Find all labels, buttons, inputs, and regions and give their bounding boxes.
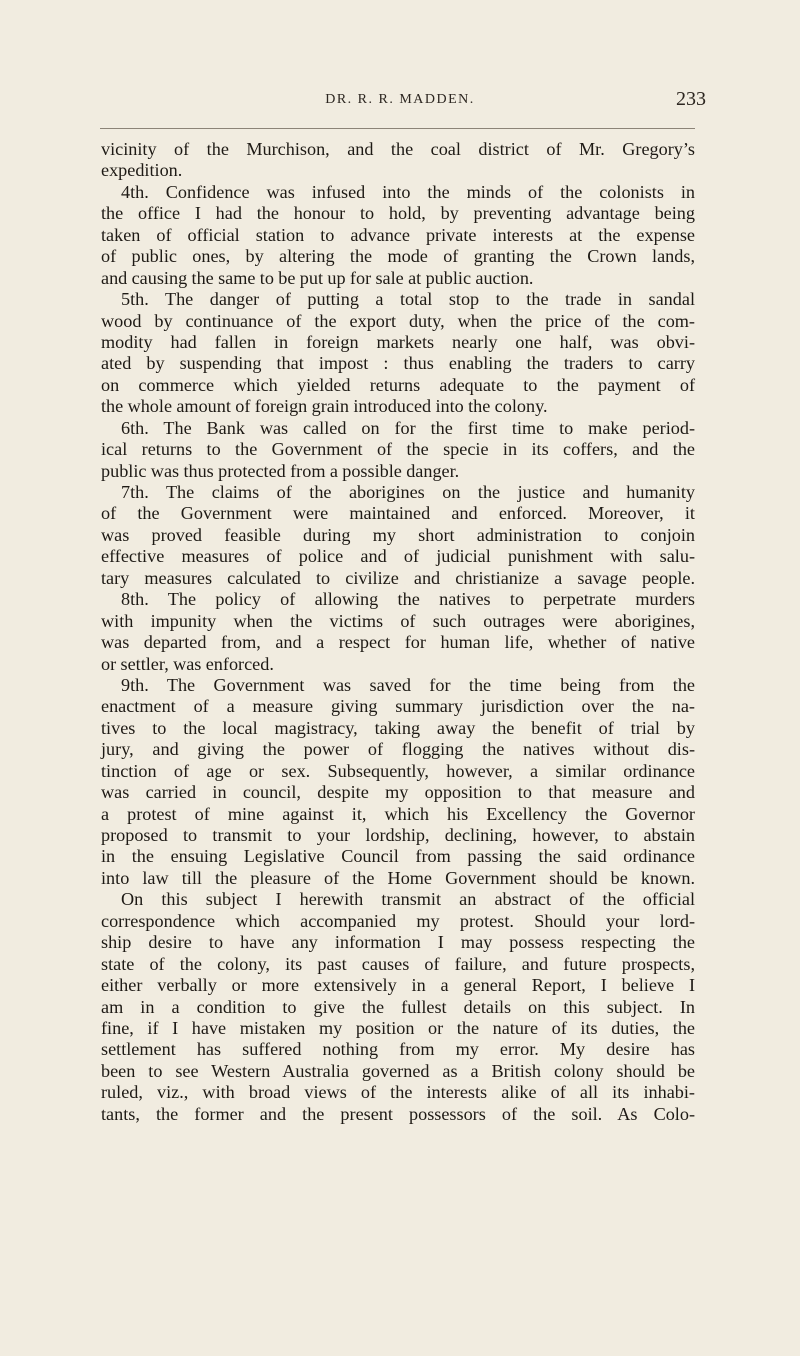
text-line: the whole amount of foreign grain introduced into the colony. [101, 396, 548, 417]
text-line: into law till the pleasure of the Home Government should be known. [101, 867, 695, 888]
text-line: ated by suspending that impost : thus enabling the traders to carry [101, 353, 695, 374]
text-line: was departed from, and a respect for human life, whether of native [101, 632, 695, 653]
text-line: taken of official station to advance private interests at the expense [101, 224, 695, 245]
text-line: tants, the former and the present possessors of the soil. As Colo- [101, 1103, 695, 1124]
text-line: expedition. [101, 160, 183, 181]
text-line: tinction of age or sex. Subsequently, however, a similar ordinance [101, 760, 695, 781]
running-title: DR. R. R. MADDEN. [325, 92, 475, 107]
text-line: on commerce which yielded returns adequate to the payment of [101, 374, 695, 395]
text-line: jury, and giving the power of flogging the natives without dis- [101, 739, 695, 760]
text-line: 7th. The claims of the aborigines on the justice and humanity [121, 482, 695, 502]
text-line: am in a condition to give the fullest details on this subject. In [101, 996, 695, 1017]
text-line: was carried in council, despite my opposition to that measure and [101, 782, 695, 803]
text-line: vicinity of the Murchison, and the coal district of Mr. Gregory’s [101, 139, 695, 159]
text-line: tary measures calculated to civilize and christianize a savage people. [101, 567, 695, 588]
text-line: tives to the local magistracy, taking away the benefit of trial by [101, 717, 695, 738]
text-line: with impunity when the victims of such outrages were aborigines, [101, 610, 695, 631]
text-line: correspondence which accompanied my protest. Should your lord- [101, 910, 695, 931]
text-line: ruled, viz., with broad views of the interests alike of all its inhabi- [101, 1082, 695, 1103]
text-line: effective measures of police and of judicial punishment with salu- [101, 546, 695, 567]
text-line: and causing the same to be put up for sale at public auction. [101, 267, 534, 288]
text-line: fine, if I have mistaken my position or the nature of its duties, the [101, 1017, 695, 1038]
text-line: the office I had the honour to hold, by preventing advantage being [101, 203, 695, 224]
text-line: been to see Western Australia governed as a British colony should be [101, 1060, 695, 1081]
text-line: On this subject I herewith transmit an abstract of the official [121, 889, 695, 910]
text-line: 4th. Confidence was infused into the minds of the colonists in [121, 181, 695, 202]
text-line: 9th. The Government was saved for the time being from the [121, 674, 695, 695]
text-line: 8th. The policy of allowing the natives to perpetrate murders [121, 589, 695, 610]
text-line: of public ones, by altering the mode of granting the Crown lands, [101, 246, 695, 267]
text-line: wood by continuance of the export duty, when the price of the com- [101, 310, 695, 331]
header-rule [100, 128, 695, 129]
page-number: 233 [676, 88, 706, 110]
text-line: of the Government were maintained and enforced. Moreover, it [101, 503, 695, 524]
text-line: state of the colony, its past causes of failure, and future prospects, [101, 953, 695, 974]
text-line: settlement has suffered nothing from my error. My desire has [101, 1039, 695, 1060]
text-line: 5th. The danger of putting a total stop to the trade in sandal [121, 289, 695, 310]
text-line: proposed to transmit to your lordship, declining, however, to abstain [101, 825, 695, 845]
text-line: ship desire to have any information I may possess respecting the [101, 932, 695, 953]
text-line: a protest of mine against it, which his Excellency the Governor [101, 803, 695, 824]
text-line: modity had fallen in foreign markets nearly one half, was obvi- [101, 331, 695, 352]
text-line: ical returns to the Government of the specie in its coffers, and the [101, 439, 695, 460]
running-head [100, 88, 706, 116]
text-line: was proved feasible during my short administration to conjoin [101, 524, 695, 545]
body-text [101, 139, 695, 1125]
text-line: in the ensuing Legislative Council from passing the said ordinance [101, 846, 695, 867]
text-line: public was thus protected from a possible danger. [101, 460, 460, 481]
text-line: enactment of a measure giving summary jurisdiction over the na- [101, 696, 695, 717]
text-line: 6th. The Bank was called on for the first time to make period- [121, 417, 695, 438]
text-line: either verbally or more extensively in a general Report, I believe I [101, 975, 695, 996]
text-line: or settler, was enforced. [101, 653, 274, 674]
